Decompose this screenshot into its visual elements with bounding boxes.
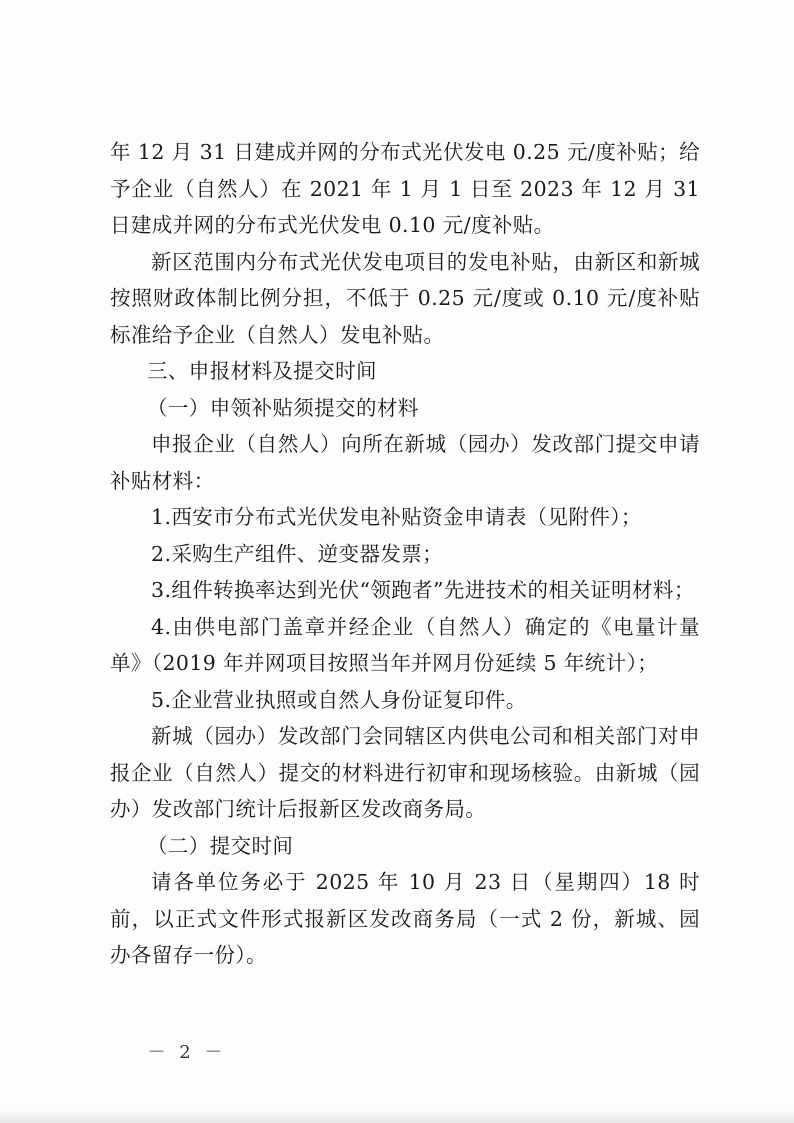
- scan-edge-shadow: [0, 1108, 794, 1123]
- paragraph-review-process: 新城（园办）发改部门会同辖区内供电公司和相关部门对申报企业（自然人）提交的材料进行初审和现场核验。由新城（园办）发改部门统计后报新区发改商务局。: [110, 724, 700, 821]
- list-item-license-id: 5.企业营业执照或自然人身份证复印件。: [151, 687, 527, 712]
- paragraph-cost-sharing: 新区范围内分布式光伏发电项目的发电补贴，由新区和新城按照财政体制比例分担，不低于 0.25 元/度或 0.10 元/度补贴标准给予企业（自然人）发电补贴。: [110, 249, 700, 347]
- paragraph-application-intro: 申报企业（自然人）向所在新城（园办）发改部门提交申请补贴材料：: [110, 432, 700, 493]
- document-body: [110, 134, 707, 974]
- list-item-metering-sheet: 4.由供电部门盖章并经企业（自然人）确定的《电量计量单》（2019 年并网项目按照当年并网月份延续 5 年统计）；: [110, 614, 700, 675]
- paragraph-deadline: 请各单位务必于 2025 年 10 月 23 日（星期四）18 时前，以正式文件形式报新区发改商务局（一式 2 份，新城、园办各留存一份）。: [110, 870, 700, 967]
- list-item-application-form: 1.西安市分布式光伏发电补贴资金申请表（见附件）；: [151, 505, 642, 529]
- list-item-conversion-proof: 3.组件转换率达到光伏“领跑者”先进技术的相关证明材料；: [151, 578, 695, 602]
- subsection-heading-materials: （一）申领补贴须提交的材料: [147, 395, 419, 420]
- subsection-heading-deadline: （二）提交时间: [147, 833, 294, 858]
- page-number: － 2 －: [147, 1042, 227, 1063]
- paragraph-subsidy-rates: 年 12 月 31 日建成并网的分布式光伏发电 0.25 元/度补贴；给予企业（自然人）在 2021 年 1 月 1 日至 2023 年 12 月 31 日建成并网的分布式光伏发电 0.10 元/度补贴。: [110, 140, 707, 237]
- list-item-invoices: 2.采购生产组件、逆变器发票；: [151, 541, 444, 566]
- section-heading-materials-deadline: 三、申报材料及提交时间: [147, 359, 377, 383]
